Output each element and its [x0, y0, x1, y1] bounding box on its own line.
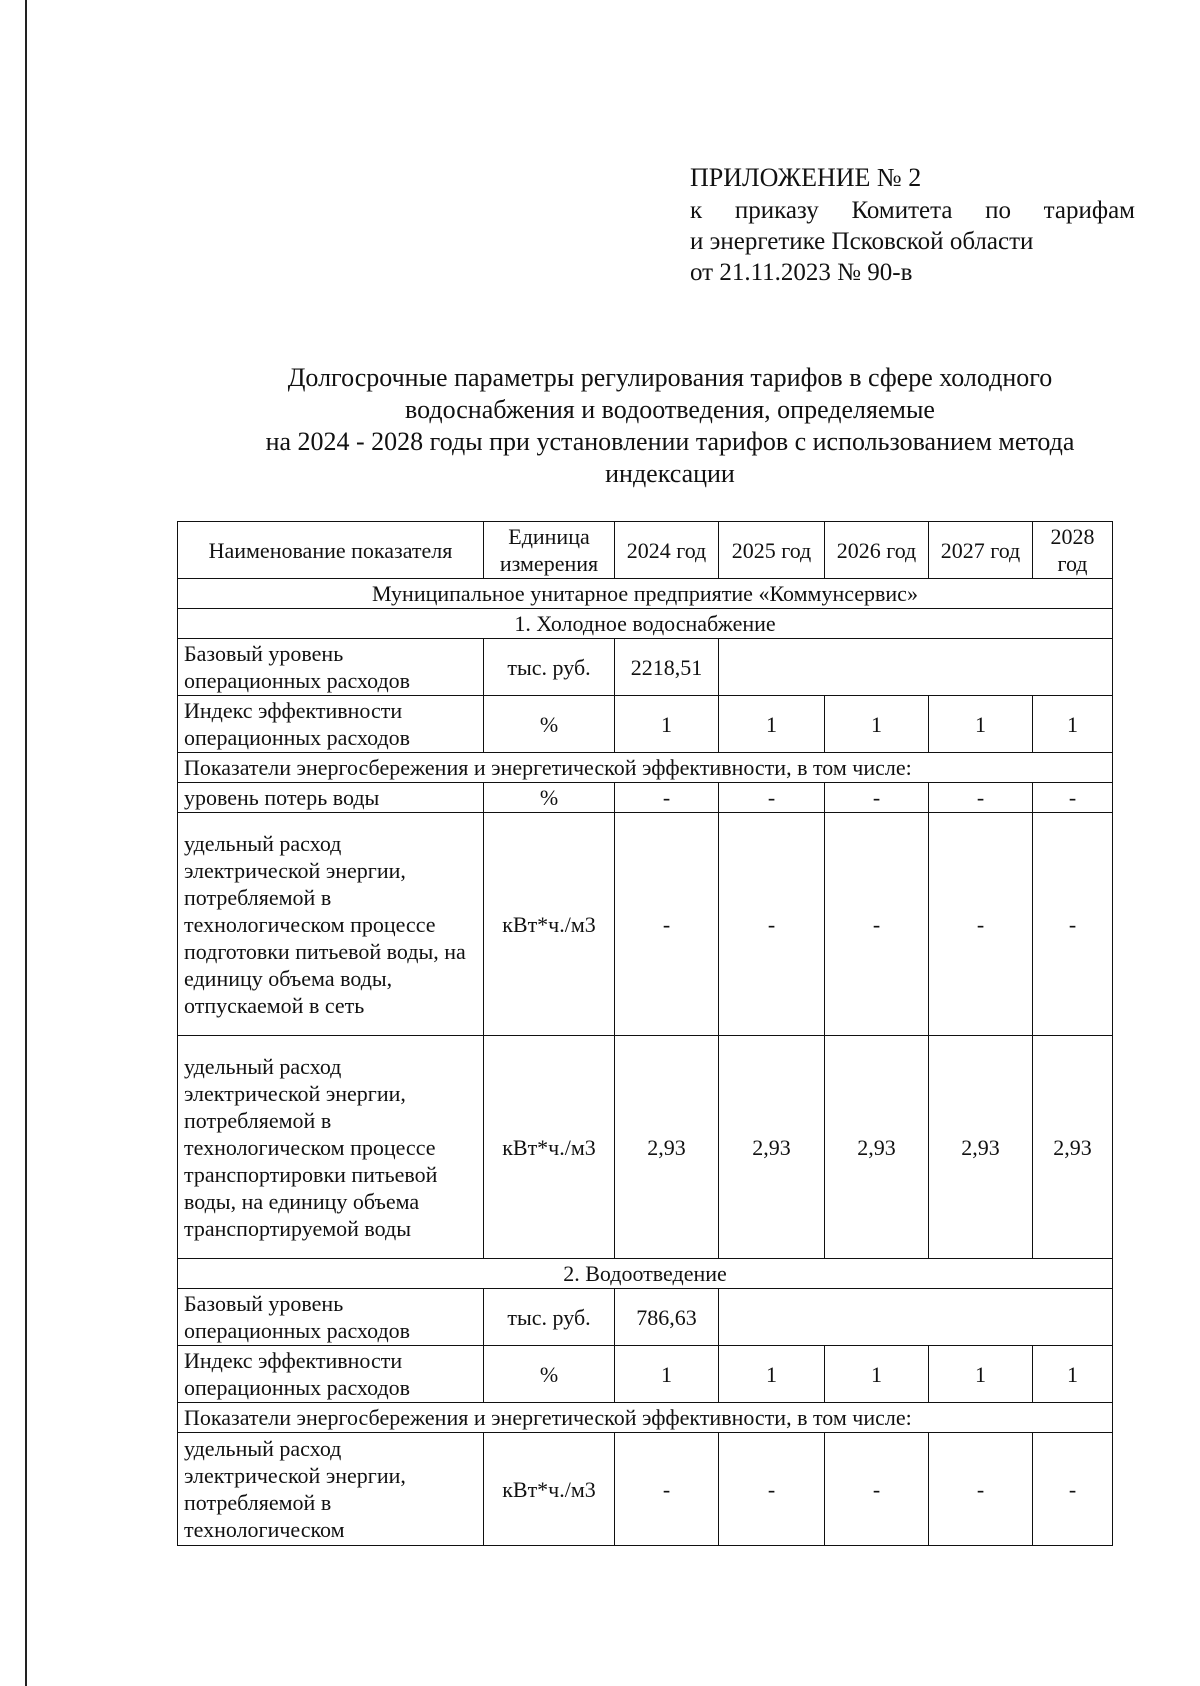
organization-row	[178, 579, 1113, 609]
row-name: Индекс эффективности операционных расходов	[178, 1346, 484, 1403]
row-unit: кВт*ч./м3	[484, 813, 615, 1036]
value-2024: -	[615, 783, 719, 813]
table-row	[178, 639, 1113, 696]
row-unit: %	[484, 1346, 615, 1403]
row-unit: кВт*ч./м3	[484, 1036, 615, 1259]
value-2027: 2,93	[929, 1036, 1033, 1259]
value-2027: -	[929, 1433, 1033, 1546]
row-name: удельный расход электрической энергии, потребляемой в технологическом процессе транспортировки питьевой воды, на единицу объема транспортируемой воды	[178, 1036, 484, 1259]
empty-merged-cell	[719, 1289, 1113, 1346]
table-row	[178, 813, 1113, 1036]
header-unit: Единица измерения	[484, 522, 615, 579]
row-name: уровень потерь воды	[178, 783, 484, 813]
value-2027: -	[929, 783, 1033, 813]
value-2026: -	[825, 813, 929, 1036]
appendix-line-1: к приказу Комитета по тарифам	[690, 197, 1135, 224]
appendix-line-2: и энергетике Псковской области	[690, 228, 1034, 255]
energy-header-row	[178, 753, 1113, 783]
value-2028: 1	[1033, 1346, 1113, 1403]
row-unit: тыс. руб.	[484, 1289, 615, 1346]
parameters-table	[177, 521, 1113, 1546]
table-row	[178, 1036, 1113, 1259]
value-2026: 1	[825, 696, 929, 753]
section-1-row	[178, 609, 1113, 639]
value-2025: 1	[719, 1346, 825, 1403]
row-name: Базовый уровень операционных расходов	[178, 639, 484, 696]
row-name: Базовый уровень операционных расходов	[178, 1289, 484, 1346]
section-1-title: 1. Холодное водоснабжение	[178, 609, 1113, 639]
section-2-title: 2. Водоотведение	[178, 1259, 1113, 1289]
value-2026: -	[825, 783, 929, 813]
table-row	[178, 696, 1113, 753]
value-2025: -	[719, 813, 825, 1036]
header-2028: 2028 год	[1033, 522, 1113, 579]
table-row	[178, 1289, 1113, 1346]
organization-name: Муниципальное унитарное предприятие «Коммунсервис»	[178, 579, 1113, 609]
value-2024: 1	[615, 1346, 719, 1403]
value-2025: -	[719, 1433, 825, 1546]
header-2026: 2026 год	[825, 522, 929, 579]
row-unit: кВт*ч./м3	[484, 1433, 615, 1546]
value-2024: 2,93	[615, 1036, 719, 1259]
value-2027: -	[929, 813, 1033, 1036]
row-name: Индекс эффективности операционных расходов	[178, 696, 484, 753]
document-title	[195, 362, 1145, 490]
value-2028: 2,93	[1033, 1036, 1113, 1259]
value-2025: -	[719, 783, 825, 813]
value-2025: 1	[719, 696, 825, 753]
energy-header: Показатели энергосбережения и энергетической эффективности, в том числе:	[178, 753, 1113, 783]
value-2024: -	[615, 1433, 719, 1546]
value-2028: 1	[1033, 696, 1113, 753]
energy-header: Показатели энергосбережения и энергетической эффективности, в том числе:	[178, 1403, 1113, 1433]
value-2024: 1	[615, 696, 719, 753]
title-line-1: Долгосрочные параметры регулирования тарифов в сфере холодного	[287, 363, 1053, 392]
header-2027: 2027 год	[929, 522, 1033, 579]
appendix-number: ПРИЛОЖЕНИЕ № 2	[690, 163, 922, 192]
header-2025: 2025 год	[719, 522, 825, 579]
value-2024: -	[615, 813, 719, 1036]
value-2028: -	[1033, 1433, 1113, 1546]
value-2024: 786,63	[615, 1289, 719, 1346]
empty-merged-cell	[719, 639, 1113, 696]
appendix-line-3: от 21.11.2023 № 90-в	[690, 259, 913, 286]
value-2026: -	[825, 1433, 929, 1546]
row-unit: %	[484, 783, 615, 813]
section-2-row	[178, 1259, 1113, 1289]
scan-margin-line	[25, 0, 27, 1686]
table-row	[178, 1433, 1113, 1546]
row-name: удельный расход электрической энергии, потребляемой в технологическом процессе подготовки питьевой воды, на единицу объема воды, отпускаемой в сеть	[178, 813, 484, 1036]
title-line-3: на 2024 - 2028 годы при установлении тарифов с использованием метода	[265, 427, 1075, 456]
header-name: Наименование показателя	[178, 522, 484, 579]
table-row	[178, 783, 1113, 813]
row-unit: тыс. руб.	[484, 639, 615, 696]
title-line-4: индексации	[605, 459, 735, 488]
title-line-2: водоснабжения и водоотведения, определяемые	[405, 395, 935, 424]
row-unit: %	[484, 696, 615, 753]
row-name: удельный расход электрической энергии, потребляемой в технологическом	[178, 1433, 484, 1546]
value-2027: 1	[929, 696, 1033, 753]
table-header-row	[178, 522, 1113, 579]
value-2025: 2,93	[719, 1036, 825, 1259]
energy-header-row	[178, 1403, 1113, 1433]
value-2024: 2218,51	[615, 639, 719, 696]
header-2024: 2024 год	[615, 522, 719, 579]
value-2026: 2,93	[825, 1036, 929, 1259]
table-row	[178, 1346, 1113, 1403]
value-2028: -	[1033, 813, 1113, 1036]
value-2026: 1	[825, 1346, 929, 1403]
appendix-block	[690, 162, 1135, 288]
value-2028: -	[1033, 783, 1113, 813]
value-2027: 1	[929, 1346, 1033, 1403]
